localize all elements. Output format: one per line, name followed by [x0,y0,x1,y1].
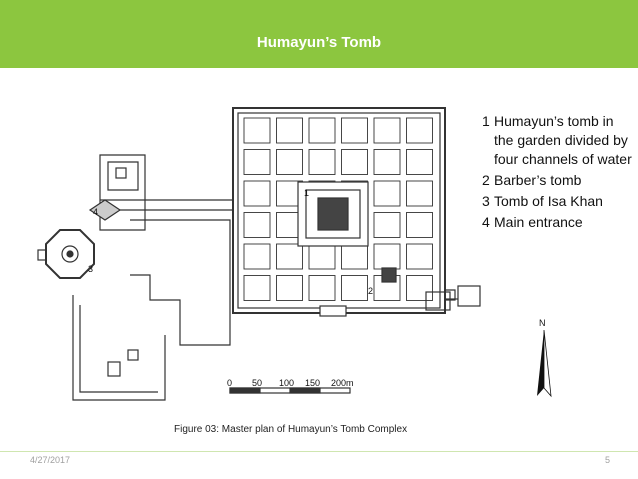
garden-plot [374,181,400,206]
garden-plot [374,118,400,143]
garden-plot [374,213,400,238]
garden-plot [309,276,335,301]
garden-plot [407,150,433,175]
legend-text: Main entrance [494,214,583,230]
garden-plot [244,244,270,269]
legend-text: Humayun’s tomb in the garden divided by four channels of water [494,113,632,167]
scale-label-100: 100 [279,378,295,388]
garden-plot [407,213,433,238]
plan-marker-3: 3 [88,264,94,274]
scale-label-150: 150 [305,378,321,388]
scale-label-0: 0 [227,378,233,388]
plan-legend [482,112,632,234]
footer-date: 4/27/2017 [30,455,71,465]
garden-plot [244,150,270,175]
slide-title: Humayun’s Tomb [256,34,382,51]
legend-item: 1 Humayun’s tomb in the garden divided by four channels of water [482,113,632,167]
legend-text: Barber’s tomb [494,172,582,188]
plan-marker-2: 2 [368,286,374,296]
page-number: 5 [604,455,610,465]
garden-plot [309,244,335,269]
garden-plot [309,118,335,143]
garden-plot [244,276,270,301]
garden-plot [277,276,303,301]
garden-plot [342,276,368,301]
garden-plot [342,244,368,269]
garden-plot [277,118,303,143]
garden-plot [244,118,270,143]
north-arrow-icon [537,318,551,396]
scale-label-50: 50 [252,378,263,388]
scale-label-200m: 200m [331,378,354,388]
legend-item: 4 Main entrance [482,214,583,230]
plan-marker-4: 4 [93,207,99,217]
garden-plot [244,181,270,206]
legend-text: Tomb of Isa Khan [494,193,603,209]
garden-plot [277,150,303,175]
garden-plot [342,118,368,143]
garden-plot [309,150,335,175]
figure-caption: Figure 03: Master plan of Humayun’s Tomb Complex [174,424,408,435]
garden-plot [407,244,433,269]
footer-divider [0,451,638,452]
garden-plot [407,276,433,301]
garden-plot [244,213,270,238]
plan-marker-1: 1 [304,188,310,198]
legend-item: 2 Barber’s tomb [482,172,582,188]
garden-plot [407,118,433,143]
legend-item: 3 Tomb of Isa Khan [482,193,603,209]
garden-plot [342,150,368,175]
garden-plot [407,181,433,206]
garden-plot [374,150,400,175]
garden-plot [374,244,400,269]
garden-plot [277,244,303,269]
north-label: N [539,318,546,328]
